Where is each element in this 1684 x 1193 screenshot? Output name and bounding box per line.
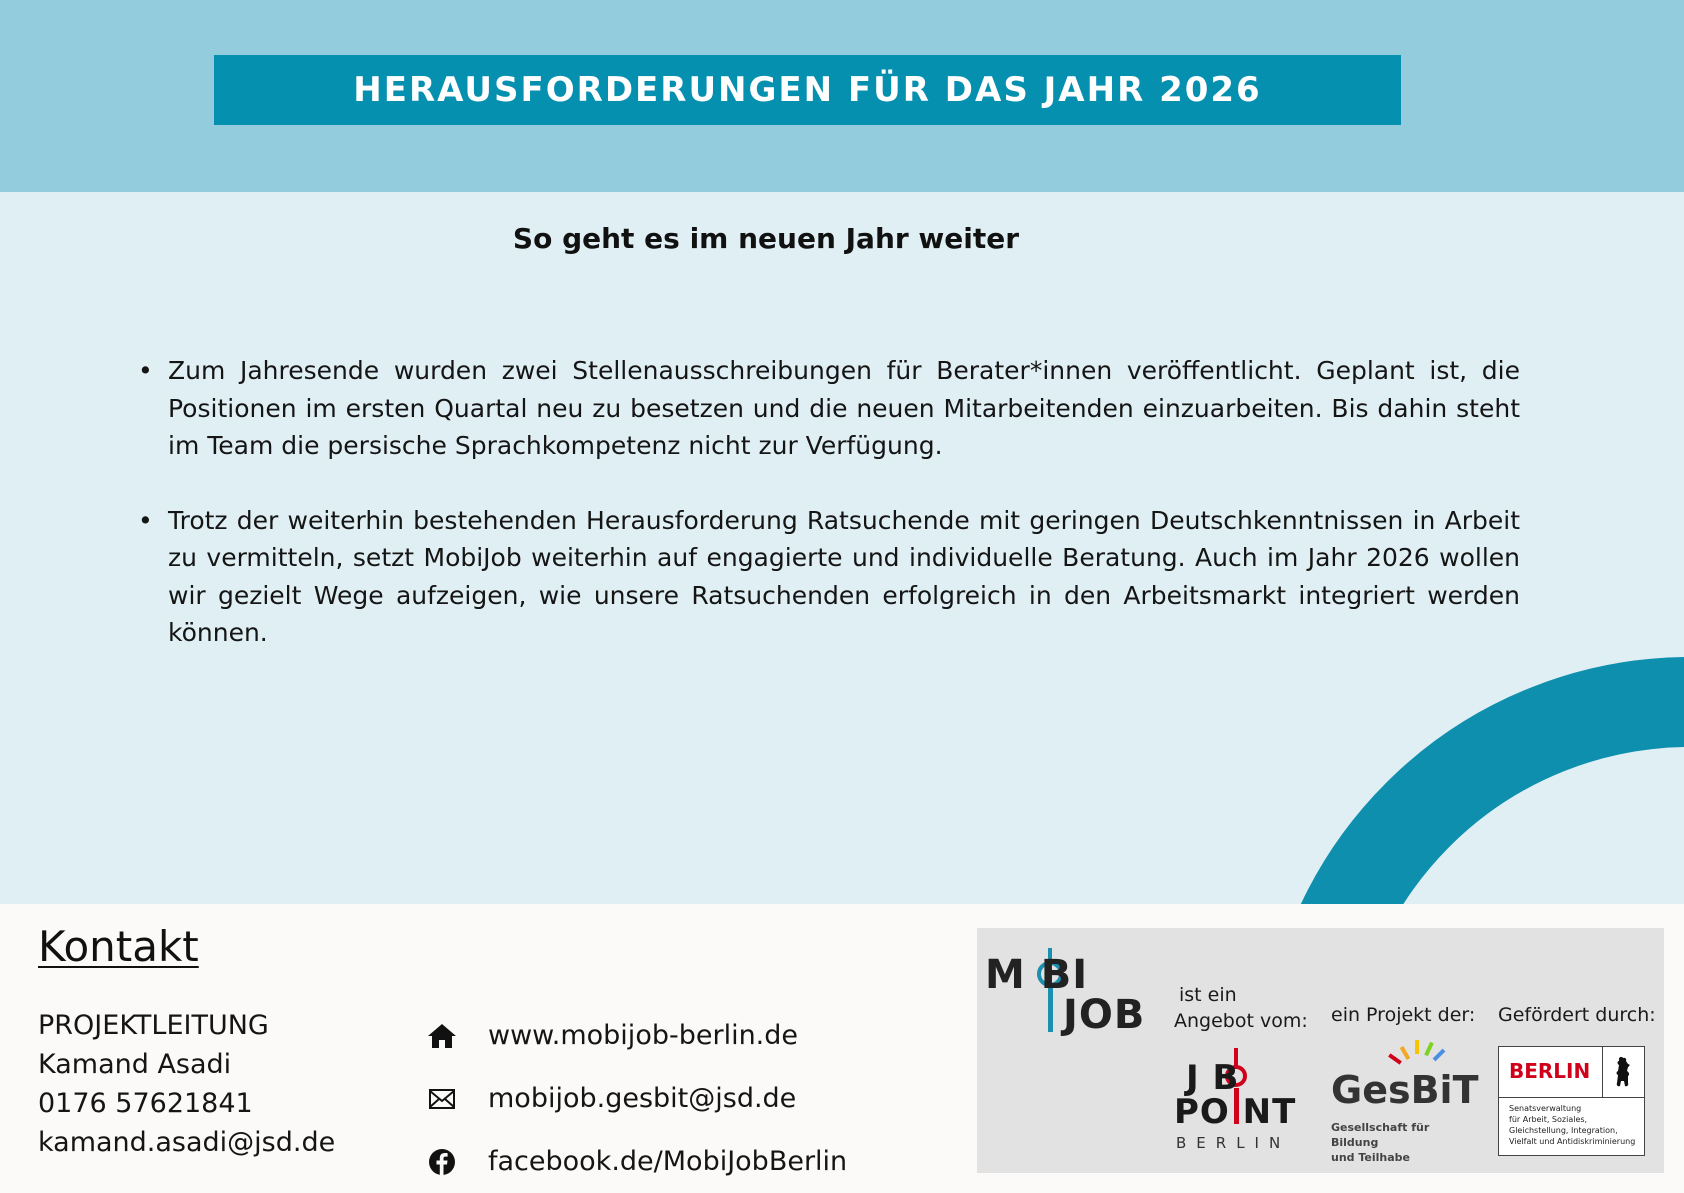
section-subtitle: So geht es im neuen Jahr weiter xyxy=(512,222,1020,255)
mobijob-logo xyxy=(985,948,1161,1038)
bullet-item: • Trotz der weiterhin bestehenden Herausforderung Ratsuchende mit geringen Deutschkenntnissen in Arbeit zu vermitteln, setzt MobiJob weiterhin auf engagierte und individuelle Beratung. Auch im Jahr 2026 wollen wir gezielt Wege aufzeigen, wie unsere Ratsuchenden erfolgreich in den Arbeitsmarkt integriert werden können. xyxy=(138,502,1520,652)
website-link[interactable] xyxy=(426,1004,847,1067)
link-list xyxy=(426,1004,847,1193)
kontakt-heading: Kontakt xyxy=(38,922,199,971)
facebook-link[interactable] xyxy=(426,1130,847,1193)
jobpoint-line2: PO NT xyxy=(1174,1092,1297,1132)
mail-icon xyxy=(426,1083,458,1115)
gesbit-subtitle xyxy=(1331,1120,1469,1165)
bullet-item: • Zum Jahresende wurden zwei Stellenausschreibungen für Berater*innen veröffentlicht. Geplant ist, die Positionen im ersten Quartal neu zu besetzen und die neuen Mitarbeitenden einzuarbeiten. Bis dahin steht im Team die persische Sprachkompetenz nicht zur Verfügung. xyxy=(138,352,1520,465)
title-banner xyxy=(214,55,1401,125)
contact-block xyxy=(38,1006,335,1162)
website-link-text[interactable]: www.mobijob-berlin.de xyxy=(488,1020,799,1051)
mobijob-line2: JOB xyxy=(1063,992,1146,1038)
senat-line: für Arbeit, Soziales, xyxy=(1509,1115,1588,1124)
decorative-arc xyxy=(1260,657,1684,904)
jobpoint-logo xyxy=(1174,1048,1302,1158)
partner-logos xyxy=(977,928,1664,1173)
senat-line: Vielfalt und Antidiskriminierung xyxy=(1509,1137,1636,1146)
senat-line: Senatsverwaltung xyxy=(1509,1104,1582,1113)
bullet-list xyxy=(138,352,1520,689)
contact-name: Kamand Asadi xyxy=(38,1049,232,1080)
facebook-icon xyxy=(426,1146,458,1178)
contact-email[interactable]: kamand.asadi@jsd.de xyxy=(38,1127,336,1158)
berlin-word: BERLIN xyxy=(1509,1059,1591,1083)
header-band xyxy=(0,0,1684,192)
projekt-der-label: ein Projekt der: xyxy=(1331,1004,1476,1026)
ist-ein-label: ist ein xyxy=(1179,984,1237,1006)
bear-icon xyxy=(1607,1055,1639,1089)
home-icon xyxy=(426,1020,458,1052)
footer xyxy=(0,904,1684,1191)
email-link-text[interactable]: mobijob.gesbit@jsd.de xyxy=(488,1083,797,1114)
gesbit-sub1: Gesellschaft für Bildung xyxy=(1331,1121,1430,1149)
gesbit-sub2: und Teilhabe xyxy=(1331,1151,1410,1164)
berlin-logo xyxy=(1498,1046,1645,1156)
contact-role: PROJEKTLEITUNG xyxy=(38,1010,269,1041)
facebook-link-text[interactable]: facebook.de/MobiJobBerlin xyxy=(488,1146,848,1177)
senat-text xyxy=(1509,1103,1635,1147)
jobpoint-line1: J B xyxy=(1186,1058,1240,1098)
gesbit-name: GesBiT xyxy=(1331,1068,1479,1112)
mobijob-line1: M BI xyxy=(985,952,1089,998)
jobpoint-line3: BERLIN xyxy=(1176,1134,1291,1152)
gefoerdert-label: Gefördert durch: xyxy=(1498,1004,1656,1026)
angebot-vom-label: Angebot vom: xyxy=(1174,1010,1308,1032)
senat-line: Gleichstellung, Integration, xyxy=(1509,1126,1618,1135)
page-title: HERAUSFORDERUNGEN FÜR DAS JAHR 2026 xyxy=(353,70,1262,110)
email-link[interactable] xyxy=(426,1067,847,1130)
gesbit-logo xyxy=(1329,1038,1479,1164)
contact-phone: 0176 57621841 xyxy=(38,1088,253,1119)
content-area xyxy=(0,192,1684,904)
